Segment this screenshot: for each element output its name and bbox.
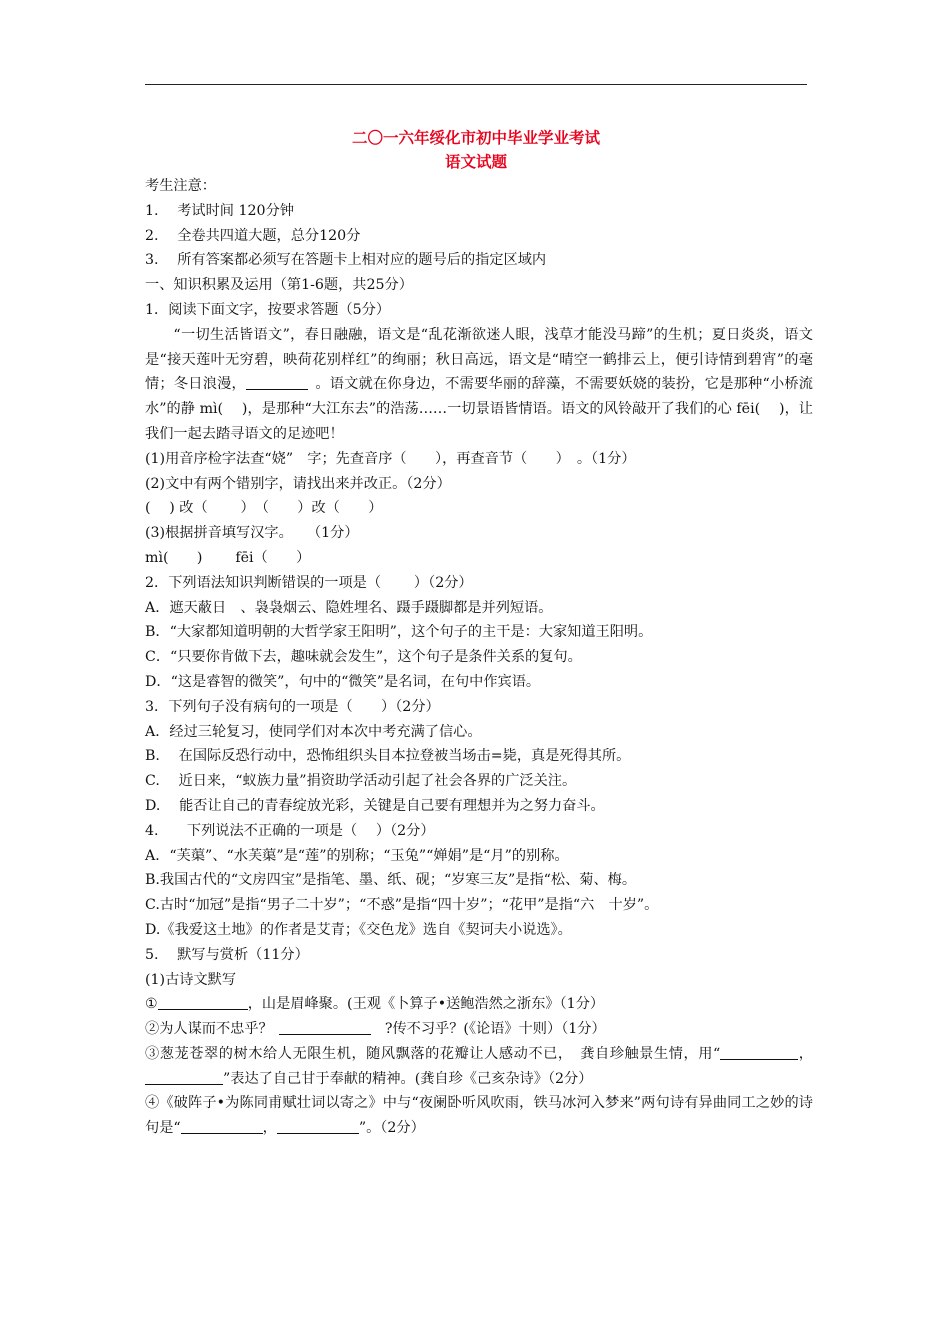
notice-item: 1. 考试时间 120分钟 (145, 202, 294, 219)
notice-heading: 考生注意： (145, 178, 216, 194)
q5-sub1: (1)古诗文默写 (145, 971, 237, 988)
answer-blank[interactable] (720, 1044, 798, 1060)
q2-option-a: A．遮天蔽日 、袅袅烟云、隐姓埋名、蹑手蹑脚都是并列短语。 (145, 599, 553, 616)
item-text: ③葱茏苍翠的树木给人无限生机，随风飘落的花瓣让人感动不已， 龚自珍触景生情，用“ (145, 1045, 721, 1062)
notice-item: 2. 全卷共四道大题，总分120分 (145, 227, 361, 244)
q5-stem: 5. 默写与赏析（11分） (145, 946, 309, 963)
q4-option-b: B.我国古代的“文房四宝”是指笔、墨、纸、砚；“岁寒三友”是指“松、菊、梅。 (145, 872, 637, 889)
item-sep: ， (798, 1045, 813, 1062)
header-rule (145, 84, 807, 85)
q1-passage-a: “一切生活皆语文”，春日融融，语文是“乱花渐欲迷人眼，浅草才能没马蹄”的生机；夏日炎炎，语文是“接天莲叶无穷碧，映荷花别样红”的绚丽；秋日高远，语文是“晴空一鹤排云上，便引诗情到碧宵”的毫情；冬日浪漫， (145, 326, 814, 393)
q1-sub1: (1)用音序检字法查“娆” 字；先查音序（ ），再查音节（ ） 。（1分） (145, 450, 636, 467)
q2-option-c: C．“只要你肯做下去，趣味就会发生”，这个句子是条件关系的复句。 (145, 649, 582, 666)
section-heading: 一、知识积累及运用（第1-6题，共25分） (145, 277, 413, 294)
exam-subtitle: 语文试题 (444, 153, 507, 171)
q3-option-c: C. 近日来，“蚁族力量”捐资助学活动引起了社会各界的广泛关注。 (145, 773, 577, 790)
item-number: ① (145, 996, 158, 1013)
q2-option-b: B．“大家都知道明朝的大哲学家王阳明”，这个句子的主干是：大家知道王阳明。 (145, 624, 653, 641)
q1-sub2: (2)文中有两个错别字，请找出来并改正。（2分） (145, 475, 451, 492)
notice-item: 3. 所有答案都必须写在答题卡上相对应的题号后的指定区域内 (145, 252, 547, 269)
answer-blank[interactable] (158, 994, 248, 1010)
item-text: ?传不习乎？(《论语》十则）（1分） (370, 1021, 606, 1038)
answer-blank[interactable] (181, 1118, 263, 1134)
item-text: ”表达了自己甘于奉献的精神。(龚自珍《己亥杂诗》（2分） (223, 1070, 593, 1087)
exam-content (145, 174, 813, 1141)
q4-option-d: D.《我爱这土地》的作者是艾青；《交色龙》选自《契诃夫小说选》。 (145, 921, 572, 938)
q4-stem: 4. 下列说法不正确的一项是（ ）（2分） (145, 822, 435, 839)
q1-stem: 1．阅读下面文字，按要求答题（5分） (145, 301, 391, 318)
title-block (145, 126, 807, 174)
q5-item-3 (145, 1042, 813, 1092)
q1-sub3-blank: mì( ) fēi（ ） (145, 549, 311, 566)
answer-blank[interactable] (246, 374, 308, 390)
q3-stem: 3．下列句子没有病句的一项是（ ）（2分） (145, 698, 440, 715)
answer-blank[interactable] (277, 1118, 359, 1134)
answer-blank[interactable] (145, 1069, 223, 1085)
item-text: ②为人谋而不忠乎？ (145, 1021, 273, 1038)
q4-option-c: C.古时“加冠”是指“男子二十岁”；“不惑”是指“四十岁”；“花甲”是指“六 十岁”。 (145, 897, 659, 914)
q5-item-2 (145, 1017, 813, 1042)
q5-item-1 (145, 992, 813, 1017)
q5-item-4 (145, 1091, 813, 1141)
q1-passage (145, 323, 813, 447)
q2-option-d: D．“这是睿智的微笑”，句中的“微笑”是名词，在句中作宾语。 (145, 673, 541, 690)
q3-option-d: D. 能否让自己的青春绽放光彩，关键是自己要有理想并为之努力奋斗。 (145, 797, 605, 814)
q1-passage-b: 。语文就在你身边，不需要华丽的辞藻，不需要妖娆的装扮，它是那种“小桥流水”的静 mì( )，是那种“大江东去”的浩荡……一切景语皆情语。语文的风铃敲开了我们的心 fēi( )，让我们一起去踏寻语文的足迹吧！ (145, 376, 813, 442)
q1-sub3: (3)根据拼音填写汉字。 （1分） (145, 525, 359, 542)
q1-sub2-blank: ( ) 改（ ） （ ）改（ ） (145, 500, 383, 517)
q3-option-a: A．经过三轮复习，使同学们对本次中考充满了信心。 (145, 723, 482, 740)
item-sep: ， (262, 1120, 277, 1137)
q4-option-a: A．“芙蕖”、“水芙蕖”是“莲”的别称；“玉兔”“婵娟”是“月”的别称。 (145, 847, 569, 864)
item-text: ，山是眉峰聚。(王观《卜算子•送鲍浩然之浙东》（1分） (247, 996, 605, 1013)
answer-blank[interactable] (279, 1019, 371, 1035)
q3-option-b: B. 在国际反恐行动中，恐怖组织头目本拉登被当场击=毙，真是死得其所。 (145, 748, 631, 765)
q2-stem: 2．下列语法知识判断错误的一项是（ ）（2分） (145, 574, 473, 591)
item-text: ④《破阵子•为陈同甫赋壮词以寄之》中与“夜阑卧听风吹雨，铁马冰河入梦来”两句诗有异曲同工之妙的诗句是“ (145, 1095, 813, 1137)
item-text: ”。（2分） (358, 1120, 425, 1137)
exam-title: 二〇一六年绥化市初中毕业学业考试 (351, 129, 600, 147)
